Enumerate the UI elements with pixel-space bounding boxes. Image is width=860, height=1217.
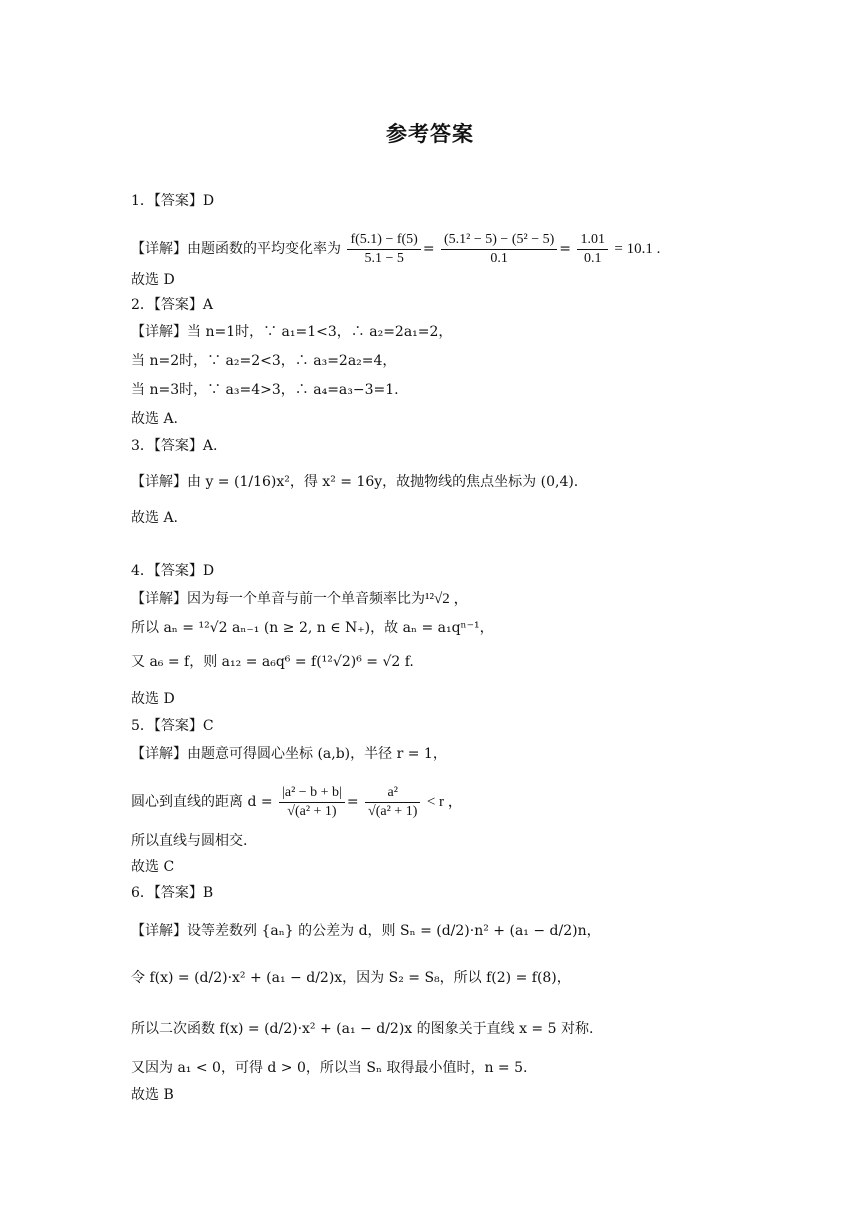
q4-detail-1 xyxy=(131,589,468,609)
q1-answer: 1．【答案】D xyxy=(131,193,215,209)
q5-num1: |a² − b + b| xyxy=(279,784,345,803)
q4-detail-label: 【详解】因为每一个单音与前一个单音频率比为 xyxy=(131,591,425,607)
q1-den2: 0.1 xyxy=(490,250,508,266)
q4-ratio: ¹²√2 ， xyxy=(425,591,469,607)
q1-detail: 【详解】由题函数的平均变化率为 $\frac{f(5.1) - f(5)}{5.1 - 5}$ = $\frac{\text{(5.1² − 5) − (5² − 5)}}{0.1}$ = $\frac{1.01}{0.1}$ = 10.1 . xyxy=(131,231,661,266)
q6-detail-3: 所以二次函数 f(x) = (d/2)·x² + (a₁ − d/2)x 的图象关于直线 x = 5 对称. xyxy=(131,1021,594,1037)
q2-detail-1: 【详解】当 n=1时，∵ a₁=1<3，∴ a₂=2a₁=2， xyxy=(131,324,453,340)
q6-choice: 故选 B xyxy=(131,1087,174,1103)
q5-detail-1: 【详解】由题意可得圆心坐标 (a,b)，半径 r = 1， xyxy=(131,746,447,762)
q6-detail-2: 令 f(x) = (d/2)·x² + (a₁ − d/2)x，因为 S₂ = S₈，所以 f(2) = f(8)， xyxy=(131,970,571,986)
q1-choice: 故选 D xyxy=(131,272,175,288)
q4-detail-2: 所以 aₙ = ¹²√2 aₙ₋₁ (n ≥ 2, n ∈ N₊)，故 aₙ = a₁qⁿ⁻¹， xyxy=(131,620,494,636)
q2-detail-2: 当 n=2时，∵ a₂=2<3，∴ a₃=2a₂=4， xyxy=(131,353,397,369)
q1-num3: 1.01 xyxy=(577,231,608,250)
q3-answer: 3．【答案】A. xyxy=(131,438,218,454)
q1-den3: 0.1 xyxy=(583,250,602,266)
q5-den1: √(a² + 1) xyxy=(287,803,337,819)
q1-fraction-3 xyxy=(577,231,608,268)
q5-den2: √(a² + 1) xyxy=(368,803,418,819)
q6-detail-4: 又因为 a₁ < 0，可得 d > 0，所以当 Sₙ 取得最小值时，n = 5. xyxy=(131,1060,528,1076)
q4-answer: 4．【答案】D xyxy=(131,563,215,579)
q4-detail-3: 又 a₆ = f，则 a₁₂ = a₆q⁶ = f(¹²√2)⁶ = √2 f. xyxy=(131,654,414,670)
page-title: 参考答案 xyxy=(386,122,474,146)
q1-num2: (5.1² − 5) − (5² − 5) xyxy=(441,231,557,250)
q1-num1: f(5.1) − f(5) xyxy=(347,231,420,250)
q1-detail-label: 【详解】由题函数的平均变化率为 xyxy=(131,241,341,257)
q5-suffix: < r ， xyxy=(426,794,463,810)
q1-den1: 5.1 − 5 xyxy=(364,250,404,266)
q5-answer: 5．【答案】C xyxy=(131,718,214,734)
q5-conclusion: 所以直线与圆相交. xyxy=(131,833,248,849)
q2-detail-3: 当 n=3时，∵ a₃=4>3，∴ a₄=a₃−3=1. xyxy=(131,382,399,398)
q5-fraction-2 xyxy=(365,784,420,821)
q5-num2: a² xyxy=(365,784,420,803)
q3-detail: 【详解】由 y = (1/16)x²，得 x² = 16y，故抛物线的焦点坐标为 (0,4). xyxy=(131,474,579,490)
q5-detail-2: 圆心到直线的距离 d = $\frac{\text{|a² − b + b|}}{\text{√(a² + 1)}}$ = $\frac{\text{a²}}{\text{√(a² + 1)}}$ < r ， xyxy=(131,784,463,819)
q4-choice: 故选 D xyxy=(131,691,175,707)
q3-choice: 故选 A. xyxy=(131,510,179,526)
q2-choice: 故选 A. xyxy=(131,411,179,427)
q1-result: = 10.1 . xyxy=(614,241,661,257)
q5-fraction-1 xyxy=(279,784,345,821)
q2-answer: 2．【答案】A xyxy=(131,297,214,313)
q6-answer: 6．【答案】B xyxy=(131,885,214,901)
q5-distance-label: 圆心到直线的距离 d = xyxy=(131,794,273,810)
q1-fraction-2 xyxy=(441,231,557,268)
q1-fraction-1 xyxy=(347,231,420,268)
q6-detail-1: 【详解】设等差数列 {aₙ} 的公差为 d，则 Sₙ = (d/2)·n² + (a₁ − d/2)n， xyxy=(131,923,601,939)
q5-choice: 故选 C xyxy=(131,859,175,875)
